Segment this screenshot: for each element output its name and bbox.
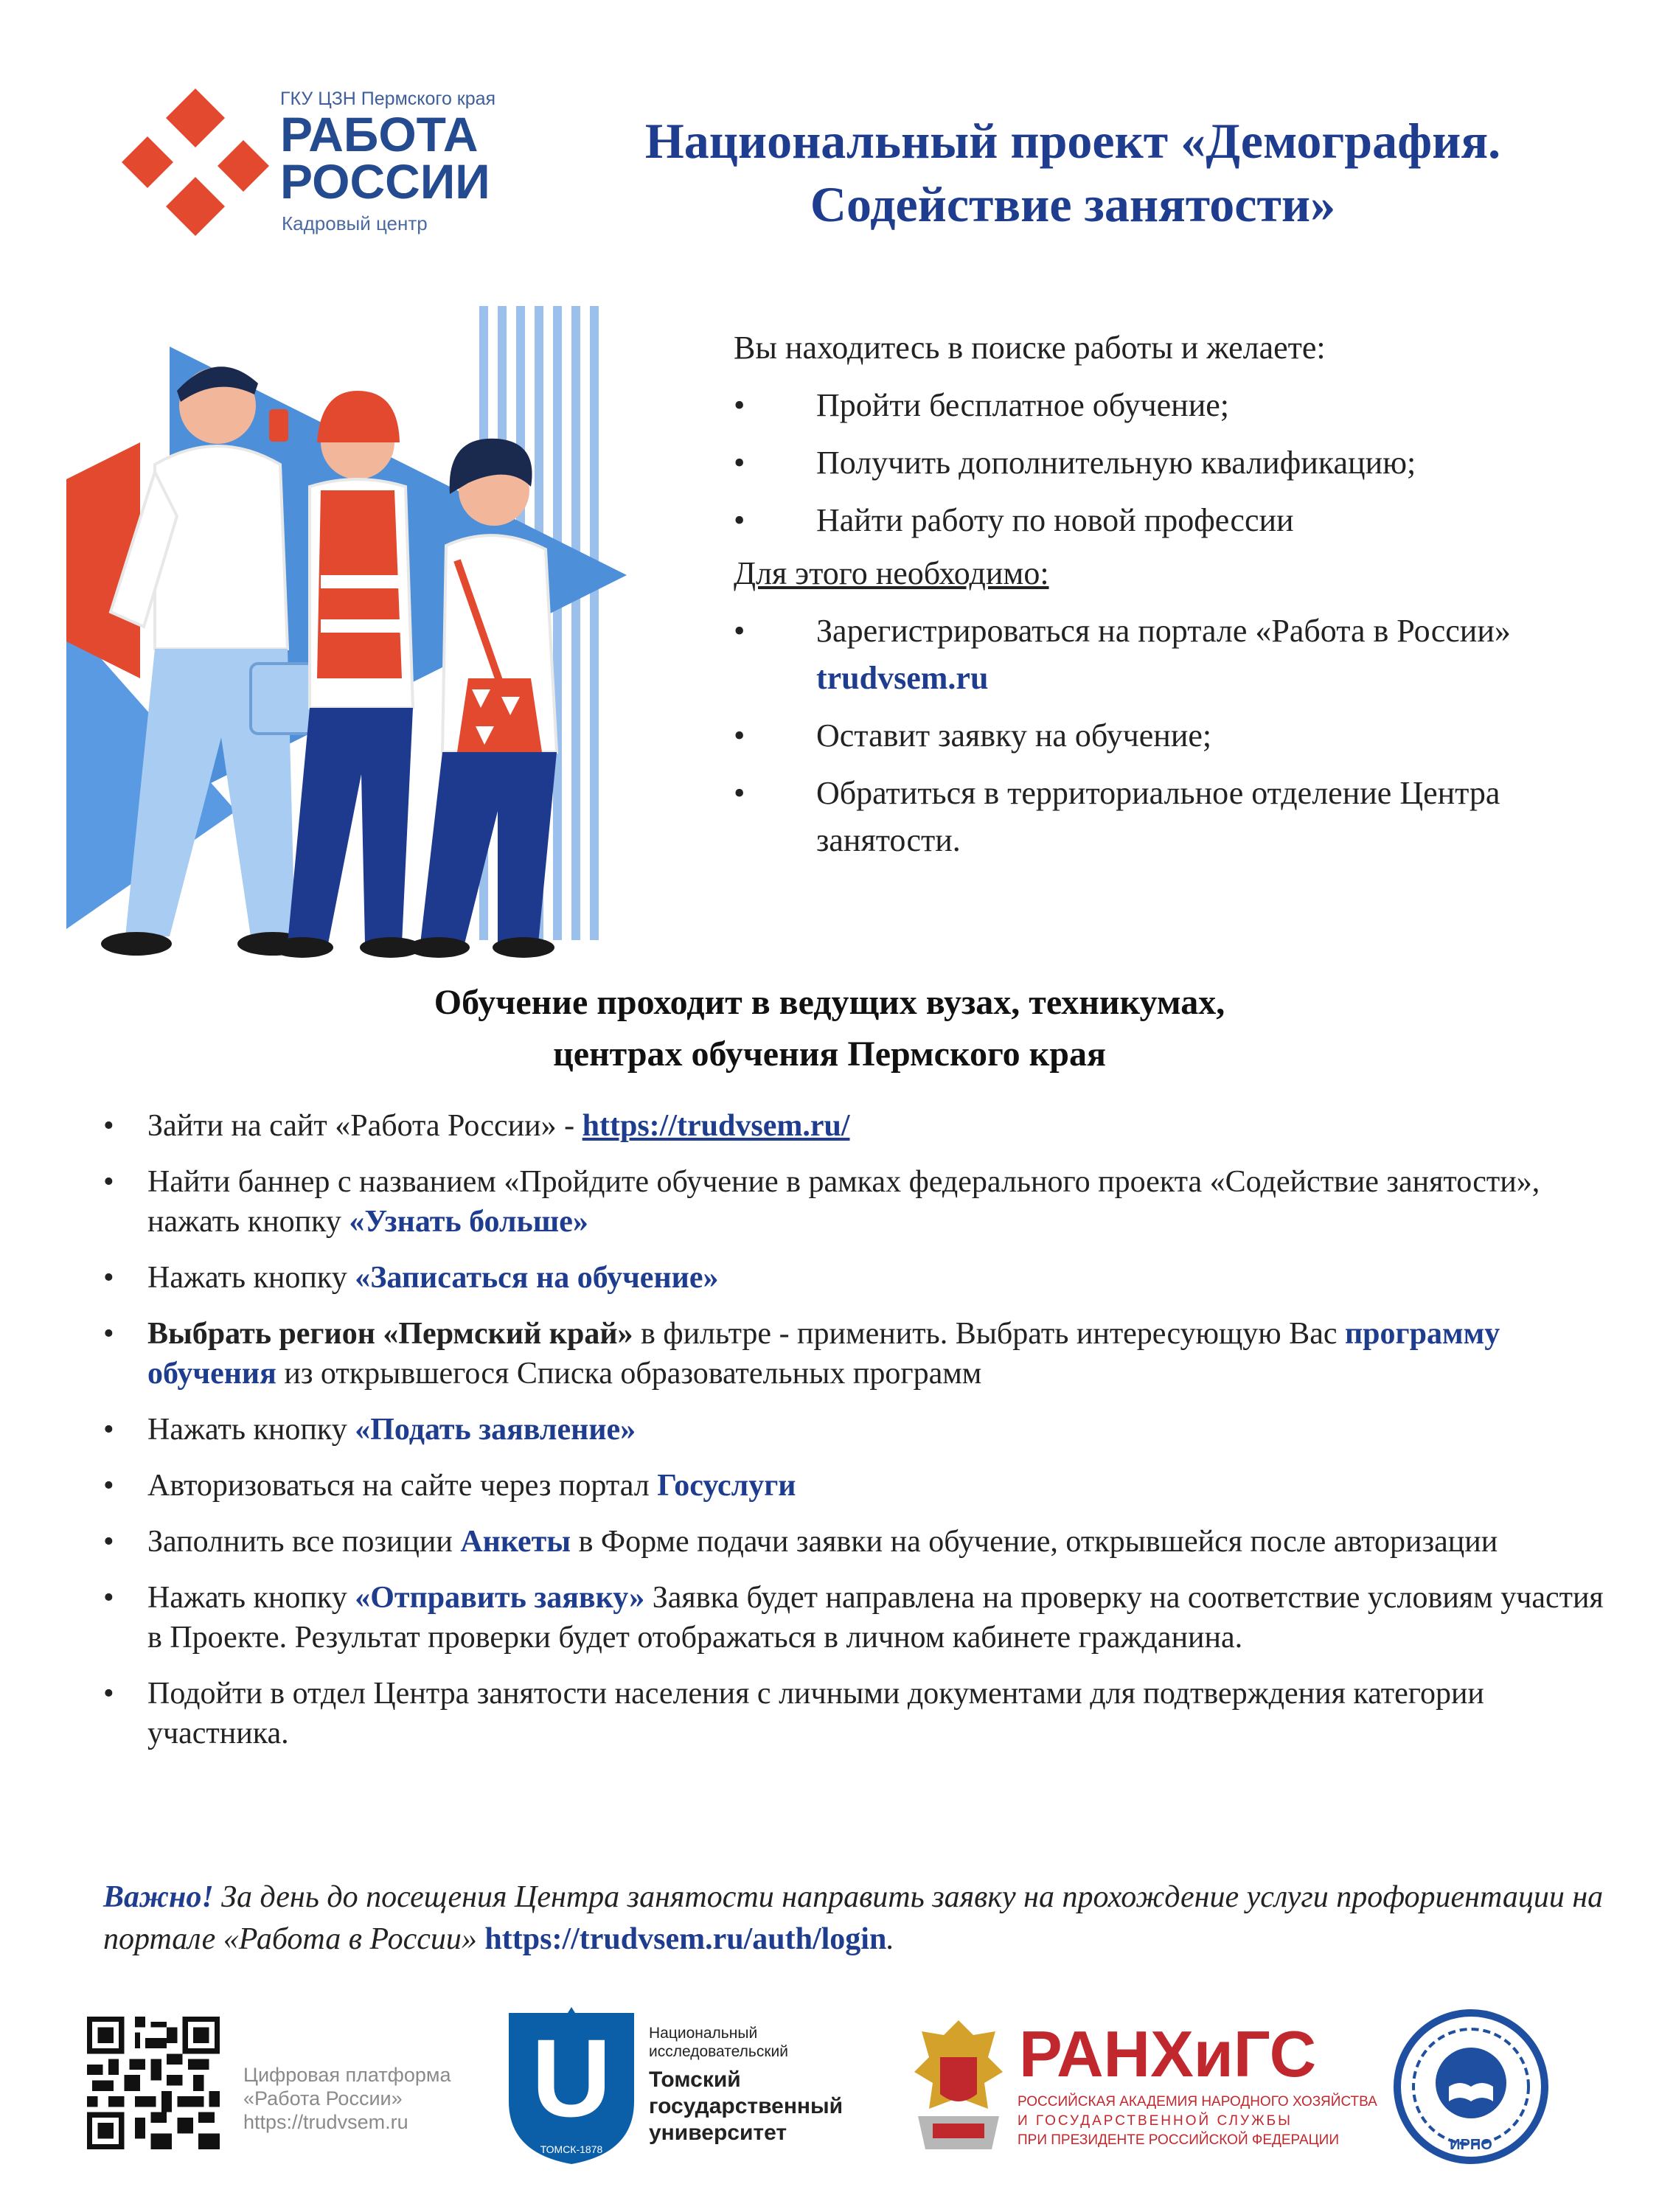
page-title-line1: Национальный проект «Демография. (644, 113, 1501, 169)
bullet-icon: • (734, 445, 745, 481)
qr-code-icon[interactable] (87, 2017, 220, 2149)
auth-login-link[interactable]: https://trudvsem.ru/auth/login (484, 1922, 887, 1956)
program-label: программу обучения (147, 1317, 1500, 1391)
qr-caption-line2: «Работа России» (243, 2087, 403, 2110)
ranepa-fullname-line2: И ГОСУДАРСТВЕННОЙ СЛУЖБЫ (1018, 2113, 1293, 2129)
steps-list (103, 1106, 1607, 1770)
ranepa-fullname (1018, 2093, 1386, 2150)
tsu-name-small2: исследовательский (649, 2043, 788, 2060)
need-item (734, 712, 1604, 759)
need-item-text: Обратиться в территориальное отделение Центра занятости. (816, 775, 1500, 858)
step-text: Нажать кнопку (147, 1413, 355, 1447)
rabota-rossii-logo-icon (122, 88, 269, 236)
bullet-icon: • (103, 1109, 114, 1143)
qr-caption-line3: https://trudvsem.ru (243, 2111, 408, 2133)
workers-illustration (66, 295, 730, 959)
intro-lead: Вы находитесь в поиске работы и желаете: (734, 330, 1326, 366)
tsu-name-small1: Национальный (649, 2025, 758, 2042)
training-subheading-line1: Обучение проходит в ведущих вузах, техникумах, (434, 983, 1225, 1022)
important-text: За день до посещения Центра занятости направить заявку на прохождение услуги профориентации на портале «Работа в России» (103, 1880, 1604, 1956)
bullet-icon: • (734, 387, 745, 423)
bullet-icon: • (103, 1581, 114, 1615)
step-text: Зайти на сайт «Работа России» - (147, 1109, 582, 1143)
bullet-icon: • (734, 502, 745, 538)
apply-label: «Подать заявление» (355, 1413, 636, 1447)
tsu-name-big2: государственный (649, 2094, 844, 2118)
step-item (103, 1106, 1607, 1146)
need-item (734, 770, 1604, 864)
ranepa-name: РАНХиГС (1019, 2017, 1317, 2090)
gosuslugi-label: Госуслуги (657, 1469, 796, 1503)
step-item (103, 1258, 1607, 1298)
tsu-letter: U (531, 2016, 612, 2140)
training-subheading-line2: центрах обучения Пермского края (553, 1034, 1106, 1074)
tsu-name-big3: университет (649, 2121, 787, 2145)
tsu-shield-logo-icon (501, 2006, 641, 2168)
wish-item-text: Пройти бесплатное обучение; (816, 387, 1230, 423)
irpo-emblem-icon (1394, 2009, 1548, 2164)
trudvsem-link[interactable]: trudvsem.ru (816, 660, 989, 696)
qr-caption (243, 2063, 451, 2134)
wish-item (734, 497, 1604, 544)
questionnaire-label: Анкеты (460, 1525, 571, 1559)
tsu-band-text: ТОМСК-1878 (540, 2143, 603, 2155)
step-text: Авторизоваться на сайте через портал (147, 1469, 658, 1503)
important-note (103, 1877, 1607, 1961)
bullet-icon: • (103, 1525, 114, 1559)
need-item (734, 608, 1604, 702)
bullet-icon: • (734, 717, 745, 754)
step-item (103, 1314, 1607, 1394)
training-subheading (184, 977, 1475, 1080)
step-item (103, 1578, 1607, 1658)
enroll-label: «Записаться на обучение» (355, 1261, 719, 1295)
submit-request-label: «Отправить заявку» (355, 1581, 645, 1615)
bullet-icon: • (734, 775, 745, 811)
intro-section (734, 324, 1604, 864)
wish-item-text: Получить дополнительную квалификацию; (816, 445, 1416, 481)
bullet-icon: • (103, 1261, 114, 1295)
irpo-label: ИРПО (1450, 2137, 1492, 2153)
bullet-icon: • (103, 1677, 114, 1711)
qr-caption-line1: Цифровая платформа (243, 2064, 451, 2086)
logo-org-name: ГКУ ЦЗН Пермского края (280, 88, 496, 109)
need-item-text: Оставит заявку на обучение; (816, 717, 1212, 754)
step-item (103, 1410, 1607, 1450)
region-label: Выбрать регион «Пермский край» (147, 1317, 633, 1351)
bullet-icon: • (734, 613, 745, 649)
step-text: в Форме подачи заявки на обучение, открывшейся после авторизации (571, 1525, 1498, 1559)
page-title (516, 109, 1630, 236)
step-text: Нажать кнопку (147, 1581, 355, 1615)
step-text: Подойти в отдел Центра занятости населения с личными документами для подтверждения категории участника. (147, 1677, 1484, 1750)
bullet-icon: • (103, 1469, 114, 1503)
ranepa-fullname-line1: РОССИЙСКАЯ АКАДЕМИЯ НАРОДНОГО ХОЗЯЙСТВА (1018, 2094, 1377, 2110)
logo-wordmark (280, 107, 490, 209)
step-text: Найти баннер с названием «Пройдите обучение в рамках федерального проекта «Содействие занятости», нажать кнопку (147, 1165, 1540, 1239)
bullet-icon: • (103, 1317, 114, 1351)
need-lead: Для этого необходимо: (734, 555, 1049, 591)
logo-wordmark-line2: РОССИИ (280, 154, 490, 209)
wish-item-text: Найти работу по новой профессии (816, 502, 1294, 538)
tsu-name-big1: Томский (649, 2067, 741, 2092)
wish-item (734, 382, 1604, 429)
bullet-icon: • (103, 1165, 114, 1199)
step-item (103, 1522, 1607, 1562)
wish-item (734, 439, 1604, 487)
step-text: Заполнить все позиции (147, 1525, 461, 1559)
step-text: из открывшегося Списка образовательных программ (276, 1357, 982, 1391)
ranepa-crest-icon (903, 2013, 1014, 2160)
tsu-name (649, 2024, 843, 2146)
ranepa-fullname-line3: ПРИ ПРЕЗИДЕНТЕ РОССИЙСКОЙ ФЕДЕРАЦИИ (1018, 2132, 1339, 2148)
page-title-line2: Содействие занятости» (810, 176, 1336, 232)
step-item (103, 1466, 1607, 1506)
logo-subtitle: Кадровый центр (282, 212, 428, 234)
need-item-text: Зарегистрироваться на портале «Работа в России» (816, 613, 1511, 649)
important-tail: . (886, 1922, 894, 1956)
step-item (103, 1674, 1607, 1753)
step-text: Нажать кнопку (147, 1261, 355, 1295)
bullet-icon: • (103, 1413, 114, 1447)
trudvsem-url-link[interactable]: https://trudvsem.ru/ (582, 1109, 850, 1143)
learn-more-label: «Узнать больше» (349, 1205, 588, 1239)
step-text: Заявка будет направлена на проверку на соответствие условиям участия в Проекте. Результат проверки будет отображаться в личном кабинете гражданина. (147, 1581, 1604, 1655)
step-item (103, 1162, 1607, 1242)
important-label: Важно! (103, 1880, 214, 1914)
logo-wordmark-line1: РАБОТА (280, 107, 479, 161)
step-text: в фильтре - применить. Выбрать интересующую Вас (633, 1317, 1345, 1351)
